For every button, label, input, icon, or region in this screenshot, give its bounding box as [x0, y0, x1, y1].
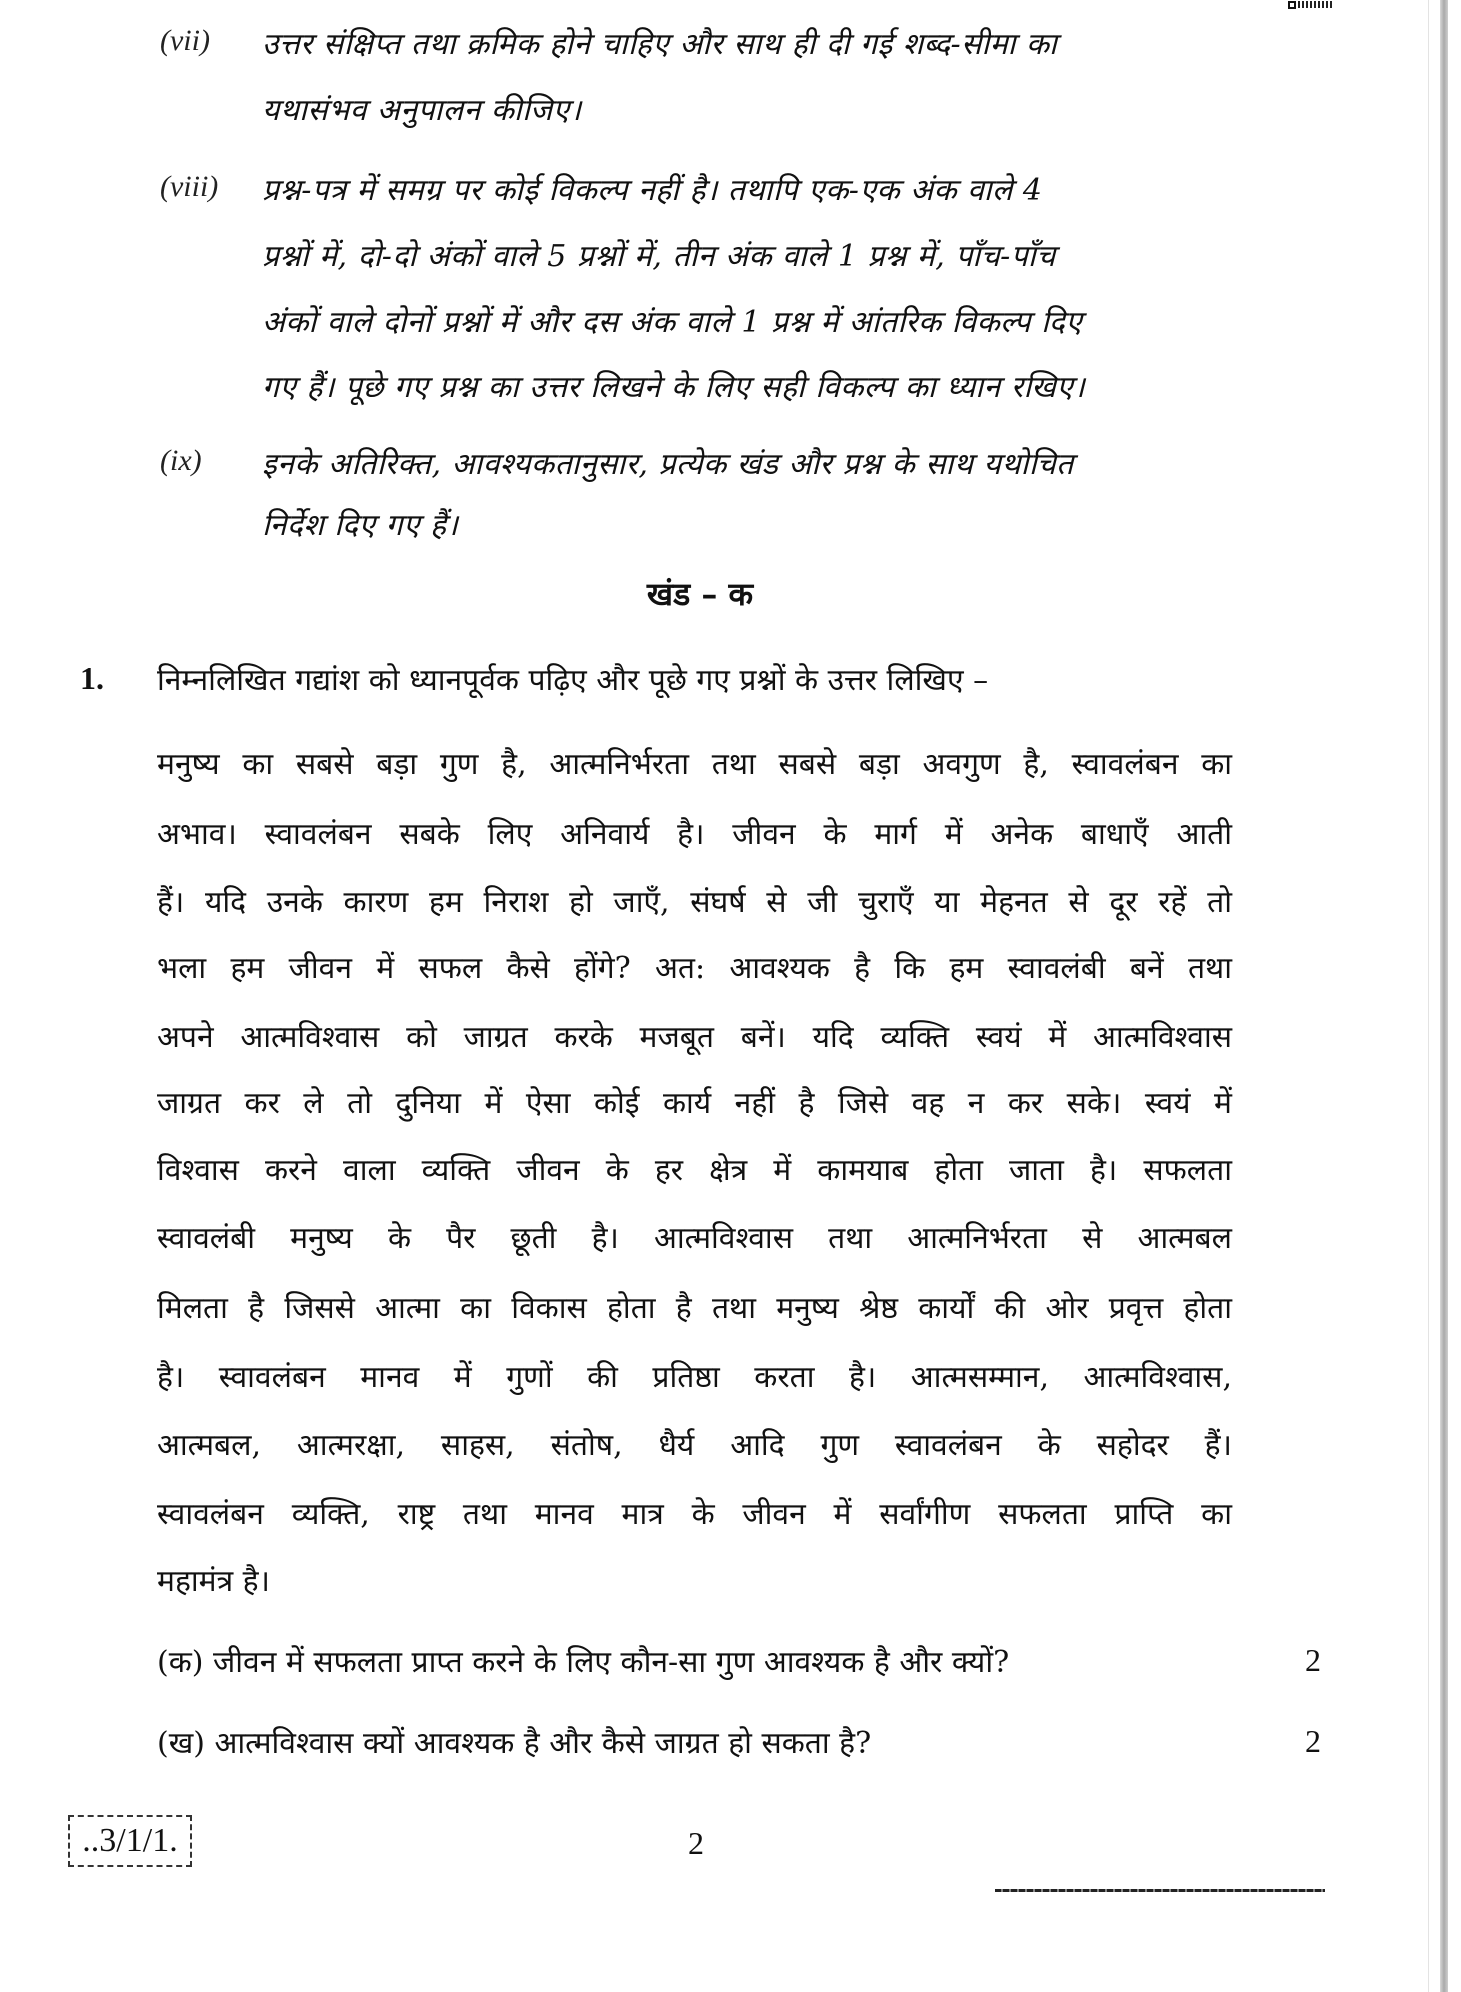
scan-stamp-icon — [1288, 0, 1334, 9]
marks-value: 2 — [1305, 1642, 1321, 1678]
instruction-line: इनके अतिरिक्त, आवश्यकतानुसार, प्रत्येक खंड और प्रश्न के साथ यथोचित — [262, 447, 1074, 482]
passage-line: अभाव। स्वावलंबन सबके लिए अनिवार्य है। जीवन के मार्ग में अनेक बाधाएँ आती — [157, 817, 1232, 852]
section-heading: खंड – क — [646, 575, 754, 613]
question-prompt: निम्नलिखित गद्यांश को ध्यानपूर्वक पढ़िए और पूछे गए प्रश्नों के उत्तर लिखिए – — [157, 663, 989, 698]
instruction-line: प्रश्न-पत्र में समग्र पर कोई विकल्प नहीं है। तथापि एक-एक अंक वाले 4 — [262, 173, 1043, 208]
page-edge-shadow — [1440, 0, 1448, 1992]
passage-line: हैं। यदि उनके कारण हम निराश हो जाएँ, संघर्ष से जी चुराएँ या मेहनत से दूर रहें तो — [157, 885, 1232, 920]
question-number: 1. — [80, 660, 104, 696]
instruction-line: यथासंभव अनुपालन कीजिए। — [262, 93, 582, 128]
instruction-line: उत्तर संक्षिप्त तथा क्रमिक होने चाहिए और साथ ही दी गई शब्द-सीमा का — [262, 27, 1058, 62]
page-number: 2 — [688, 1825, 704, 1861]
stamp-text-fragment — [1298, 1, 1334, 8]
passage-line: मिलता है जिससे आत्मा का विकास होता है तथा मनुष्य श्रेष्ठ कार्यों की ओर प्रवृत्त होता — [157, 1291, 1232, 1326]
instruction-line: निर्देश दिए गए हैं। — [262, 508, 459, 543]
marks-value: 2 — [1305, 1723, 1321, 1759]
passage-line: महामंत्र है। — [157, 1564, 270, 1599]
passage-line: अपने आत्मविश्वास को जाग्रत करके मजबूत बनें। यदि व्यक्ति स्वयं में आत्मविश्वास — [157, 1020, 1232, 1055]
passage-line: मनुष्य का सबसे बड़ा गुण है, आत्मनिर्भरता तथा सबसे बड़ा अवगुण है, स्वावलंबन का — [157, 747, 1232, 782]
instruction-line: अंकों वाले दोनों प्रश्नों में और दस अंक वाले 1 प्रश्न में आंतरिक विकल्प दिए — [262, 305, 1083, 340]
instruction-line: गए हैं। पूछे गए प्रश्न का उत्तर लिखने के लिए सही विकल्प का ध्यान रखिए। — [262, 370, 1086, 405]
instruction-number: (viii) — [160, 170, 219, 203]
instruction-number: (ix) — [160, 444, 202, 477]
instruction-number: (vii) — [160, 24, 210, 57]
paper-code: ..3/1/1. — [68, 1815, 192, 1867]
passage-line: है। स्वावलंबन मानव में गुणों की प्रतिष्ठा करता है। आत्मसम्मान, आत्मविश्वास, — [157, 1360, 1232, 1395]
stamp-box-icon — [1288, 1, 1296, 9]
passage-line: स्वावलंबन व्यक्ति, राष्ट्र तथा मानव मात्र के जीवन में सर्वांगीण सफलता प्राप्ति का — [157, 1497, 1232, 1532]
passage-line: जाग्रत कर ले तो दुनिया में ऐसा कोई कार्य नहीं है जिसे वह न कर सके। स्वयं में — [157, 1086, 1232, 1121]
footer-dotted-line — [995, 1889, 1325, 1892]
passage-line: भला हम जीवन में सफल कैसे होंगे? अत: आवश्यक है कि हम स्वावलंबी बनें तथा — [157, 951, 1232, 986]
passage-line: आत्मबल, आत्मरक्षा, साहस, संतोष, धैर्य आदि गुण स्वावलंबन के सहोदर हैं। — [157, 1428, 1232, 1463]
sub-question-text: (ख) आत्मविश्वास क्यों आवश्यक है और कैसे जाग्रत हो सकता है? — [157, 1726, 872, 1761]
passage-line: स्वावलंबी मनुष्य के पैर छूती है। आत्मविश्वास तथा आत्मनिर्भरता से आत्मबल — [157, 1221, 1232, 1256]
page-edge-line — [1428, 0, 1429, 1992]
instruction-line: प्रश्नों में, दो-दो अंकों वाले 5 प्रश्नों में, तीन अंक वाले 1 प्रश्न में, पाँच-पाँच — [262, 239, 1056, 274]
sub-question-text: (क) जीवन में सफलता प्राप्त करने के लिए कौन-सा गुण आवश्यक है और क्यों? — [157, 1645, 1010, 1680]
passage-line: विश्वास करने वाला व्यक्ति जीवन के हर क्षेत्र में कामयाब होता जाता है। सफलता — [157, 1153, 1232, 1188]
